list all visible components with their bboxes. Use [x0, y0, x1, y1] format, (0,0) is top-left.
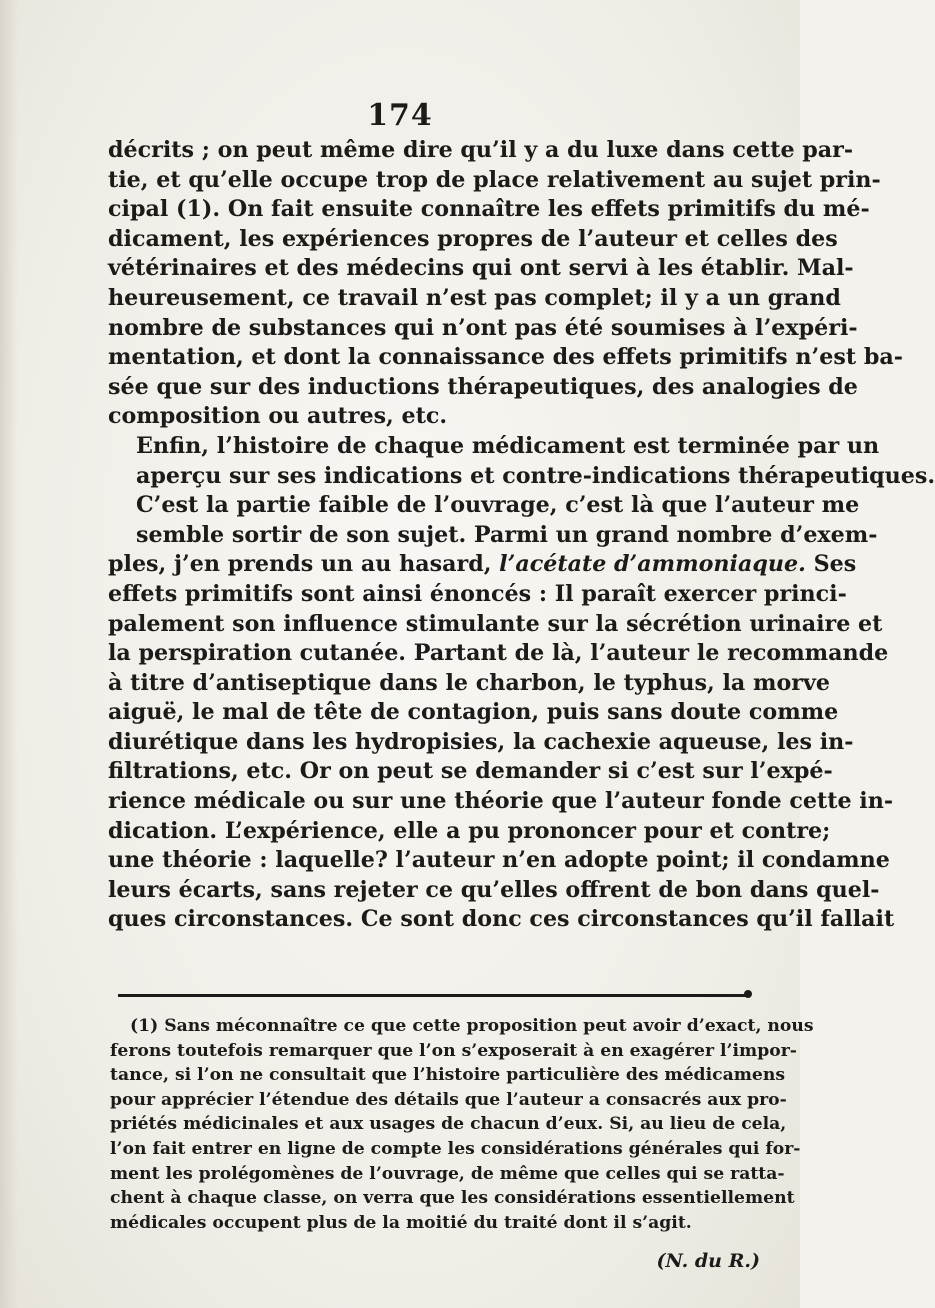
text-line: dication. L’expérience, elle a pu prononcer pour et contre;: [108, 817, 831, 844]
paragraph-1: [108, 136, 903, 432]
page-number: 174: [367, 98, 433, 133]
text-line: C’est la partie faible de l’ouvrage, c’est là que l’auteur me: [136, 492, 860, 519]
footnote-separator-rule: [118, 994, 750, 997]
text-line: effets primitifs sont ainsi énoncés : Il paraît exercer princi-: [108, 580, 847, 607]
footnote-line: (1) Sans méconnaître ce que cette proposition peut avoir d’exact, nous: [130, 1016, 814, 1036]
text-line: diurétique dans les hydropisies, la cachexie aqueuse, les in-: [108, 728, 854, 755]
footnote-line: priétés médicinales et aux usages de chacun d’eux. Si, au lieu de cela,: [110, 1114, 787, 1135]
text-line: semble sortir de son sujet. Parmi un grand nombre d’exem-: [136, 521, 878, 548]
text-segment: Ses: [805, 551, 857, 578]
text-line: ques circonstances. Ce sont donc ces circonstances qu’il fallait: [108, 906, 895, 933]
footnote: [110, 1014, 814, 1235]
text-line: vétérinaires et des médecins qui ont servi à les établir. Mal-: [108, 255, 854, 282]
text-line: leurs écarts, sans rejeter ce qu’elles offrent de bon dans quel-: [108, 876, 880, 903]
footnote-line: l’on fait entrer en ligne de compte les considérations générales qui for-: [110, 1138, 801, 1159]
text-line: une théorie : laquelle? l’auteur n’en adopte point; il condamne: [108, 847, 890, 874]
footnote-line: ment les prolégomènes de l’ouvrage, de même que celles qui se ratta-: [110, 1163, 785, 1184]
italic-term: l’acétate d’ammoniaque.: [499, 551, 806, 578]
text-line: palement son influence stimulante sur la sécrétion urinaire et: [108, 610, 883, 637]
text-segment: ples, j’en prends un au hasard,: [108, 551, 492, 578]
text-line: rience médicale ou sur une théorie que l’auteur fonde cette in-: [108, 788, 894, 815]
text-line: composition ou autres, etc.: [108, 403, 448, 430]
text-line: mentation, et dont la connaissance des effets primitifs n’est ba-: [108, 344, 903, 371]
text-line: Enfin, l’histoire de chaque médicament est terminée par un: [136, 432, 880, 459]
paragraph-2: [108, 432, 935, 935]
text-line: décrits ; on peut même dire qu’il y a du luxe dans cette par-: [108, 137, 854, 163]
main-text: [108, 136, 935, 935]
footnote-line: ferons toutefois remarquer que l’on s’exposerait à en exagérer l’impor-: [110, 1040, 797, 1061]
text-line-with-italic: [108, 550, 857, 580]
page-gutter-shadow: [0, 0, 18, 1308]
rule-end-dot: [744, 990, 752, 998]
text-line: la perspiration cutanée. Partant de là, l’auteur le recommande: [108, 640, 889, 667]
text-line: filtrations, etc. Or on peut se demander si c’est sur l’expé-: [108, 758, 833, 785]
text-line: aiguë, le mal de tête de contagion, puis sans doute comme: [108, 699, 839, 726]
text-line: heureusement, ce travail n’est pas complet; il y a un grand: [108, 284, 841, 311]
text-line: tie, et qu’elle occupe trop de place relativement au sujet prin-: [108, 166, 881, 193]
text-line: cipal (1). On fait ensuite connaître les effets primitifs du mé-: [108, 196, 870, 223]
text-line: sée que sur des inductions thérapeutiques, des analogies de: [108, 373, 858, 400]
editor-signature: (N. du R.): [656, 1250, 760, 1272]
footnote-line: tance, si l’on ne consultait que l’histoire particulière des médicamens: [110, 1065, 785, 1086]
text-line: nombre de substances qui n’ont pas été soumises à l’expéri-: [108, 314, 858, 341]
text-line: dicament, les expériences propres de l’auteur et celles des: [108, 225, 838, 252]
footnote-line: chent à chaque classe, on verra que les considérations essentiellement: [110, 1188, 795, 1209]
footnote-line: pour apprécier l’étendue des détails que l’auteur a consacrés aux pro-: [110, 1089, 787, 1110]
text-line: aperçu sur ses indications et contre-indications thérapeutiques.: [136, 462, 935, 489]
text-line: à titre d’antiseptique dans le charbon, le typhus, la morve: [108, 669, 831, 696]
footnote-line: médicales occupent plus de la moitié du traité dont il s’agit.: [110, 1212, 692, 1233]
